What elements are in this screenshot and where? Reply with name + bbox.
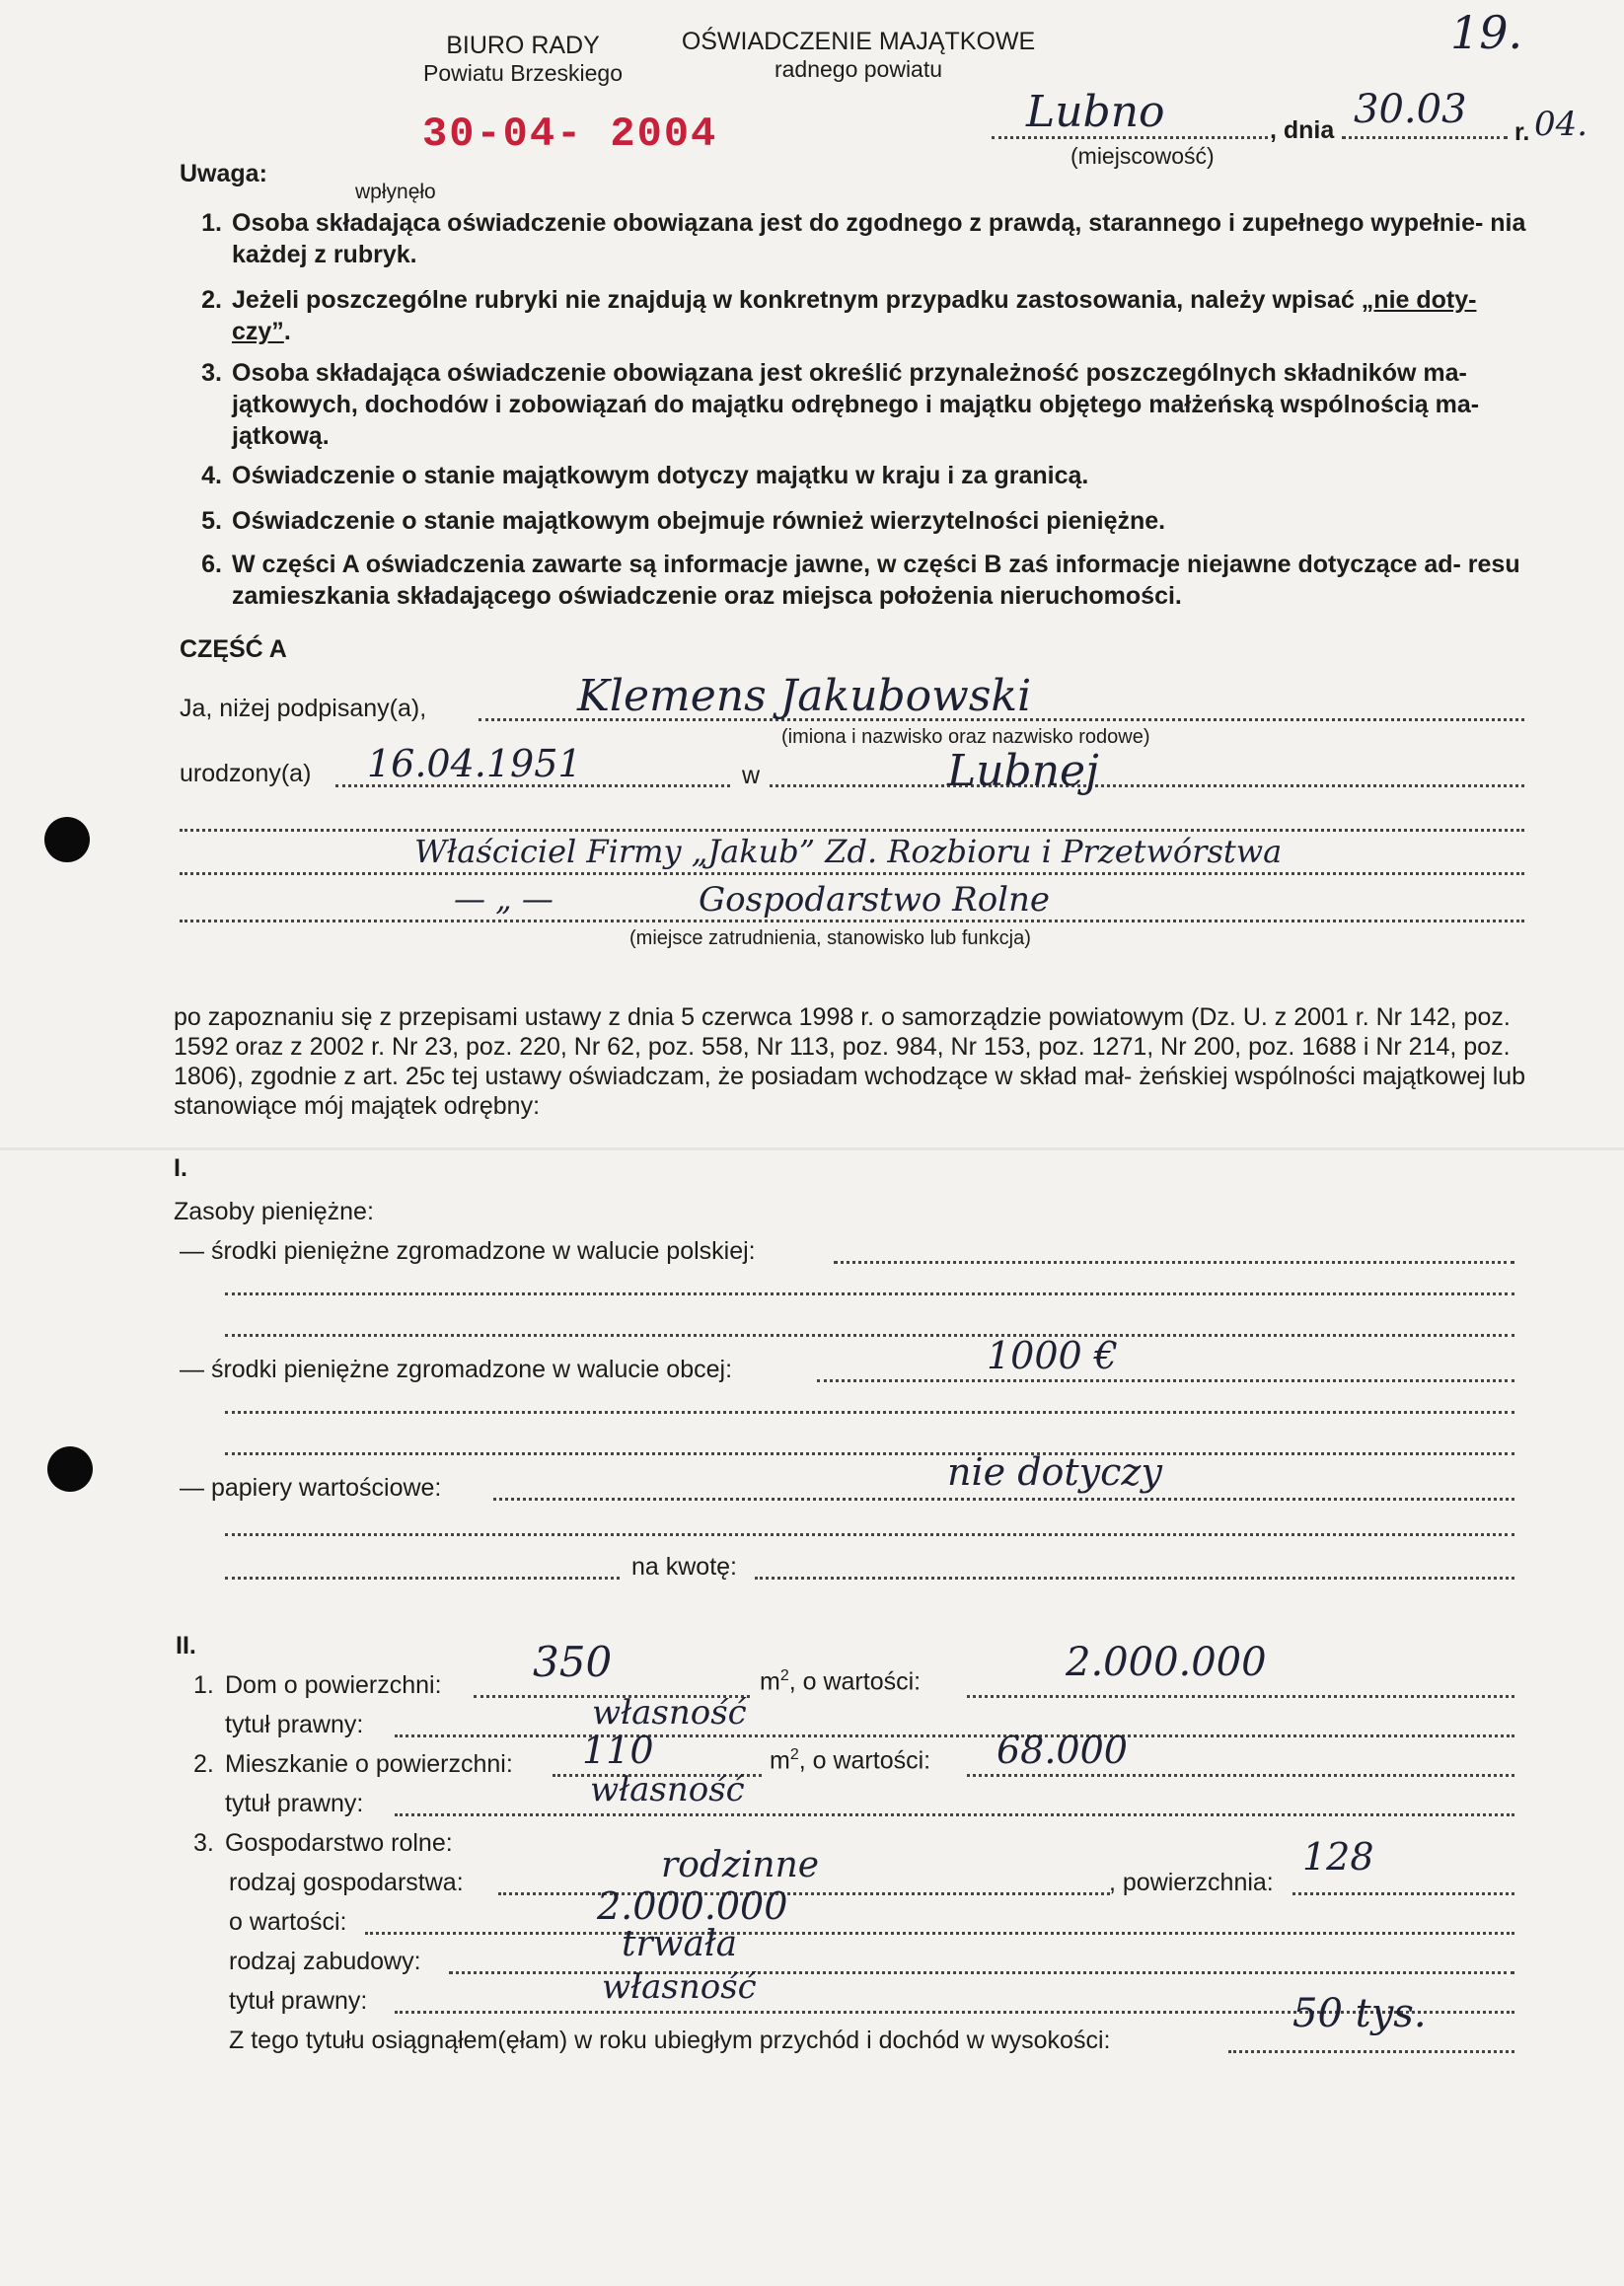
signed-label: Ja, niżej podpisany(a), <box>180 695 427 722</box>
farm-type-value: rodzinne <box>661 1845 820 1885</box>
office-line1: BIURO RADY <box>446 32 600 59</box>
flat-title-value: własność <box>590 1770 745 1809</box>
date-suffix: r. <box>1514 118 1530 146</box>
date-line <box>1342 136 1508 139</box>
farm-area-line <box>1292 1892 1514 1895</box>
farm-type-label: rodzaj gospodarstwa: <box>229 1869 464 1896</box>
form-title-line1: OŚWIADCZENIE MAJĄTKOWE <box>681 28 1036 55</box>
note-item-1 <box>192 207 1534 270</box>
note-text: W części A oświadczenia zawarte są informacje jawne, w części B zaś informacje niejawne dotyczące ad- resu zamieszkania składającego oświadczenie oraz miejsca położenia nieruchomości. <box>232 551 1520 610</box>
note-number: 6. <box>201 551 222 578</box>
income-value: 50 tys. <box>1292 1991 1427 2036</box>
employment-value-line2: Gospodarstwo Rolne <box>699 880 1051 920</box>
part-a-heading: CZĘŚĆ A <box>180 635 287 663</box>
house-value: 2.000.000 <box>1066 1640 1267 1685</box>
note-item-2 <box>192 284 1534 347</box>
blank-line <box>180 829 1524 832</box>
note-text-after: . <box>283 318 291 345</box>
signed-name-value: Klemens Jakubowski <box>577 671 1032 721</box>
amount-line-left <box>225 1577 620 1580</box>
foreign-line2 <box>225 1411 1514 1414</box>
flat-number: 2. <box>193 1750 214 1778</box>
name-caption: (imiona i nazwisko oraz nazwisko rodowe) <box>781 726 1150 748</box>
securities-line2 <box>225 1533 1514 1536</box>
house-title-label: tytuł prawny: <box>225 1711 364 1738</box>
year-value: 04. <box>1534 105 1588 144</box>
note-text: Osoba składająca oświadczenie obowiązana jest do zgodnego z prawdą, starannego i zupełnego wypełnie- nia każdej z rubryk. <box>232 209 1526 268</box>
income-line <box>1228 2050 1514 2053</box>
note-text <box>232 284 1534 347</box>
house-title-value: własność <box>592 1693 747 1733</box>
received-label: wpłynęło <box>355 181 436 203</box>
farm-build-value: trwała <box>622 1924 738 1964</box>
foreign-line <box>817 1379 1514 1382</box>
note-text: Oświadczenie o stanie majątkowym dotyczy majątku w kraju i za granicą. <box>232 462 1089 489</box>
value-label: , o wartości: <box>788 1667 922 1696</box>
notes-heading: Uwaga: <box>180 160 267 187</box>
note-text-before: Jeżeli poszczególne rubryki nie znajdują w konkretnym przypadku zastosowania, należy wpisać <box>232 286 1362 314</box>
date-value: 30.03 <box>1354 87 1467 132</box>
date-label: , dnia <box>1270 116 1335 144</box>
section2-roman: II. <box>176 1632 196 1659</box>
flat-title-line <box>395 1813 1514 1816</box>
paper-fold <box>0 1147 1624 1150</box>
farm-value-line <box>365 1932 1514 1935</box>
note-item-6 <box>192 549 1534 612</box>
section1-heading: Zasoby pieniężne: <box>174 1198 374 1225</box>
note-text-emphasis: „nie doty- czy” <box>232 286 1477 345</box>
farm-area-value: 128 <box>1302 1835 1374 1879</box>
farm-number: 3. <box>193 1829 214 1857</box>
pln-line2 <box>225 1292 1514 1295</box>
note-number: 2. <box>201 286 222 314</box>
employment-dash: — „ — <box>454 880 554 918</box>
house-label: Dom o powierzchni: <box>225 1671 442 1699</box>
page-number: 19. <box>1450 6 1523 59</box>
place-caption: (miejscowość) <box>1070 143 1215 169</box>
pln-label: — środki pieniężne zgromadzone w walucie polskiej: <box>180 1237 756 1265</box>
securities-value: nie dotyczy <box>947 1450 1162 1494</box>
flat-value-line <box>967 1774 1514 1777</box>
note-number: 1. <box>201 209 222 237</box>
note-item-3 <box>192 357 1534 452</box>
house-title-line <box>395 1734 1514 1737</box>
house-area-value: 350 <box>533 1638 613 1686</box>
place-value: Lubno <box>1026 87 1165 137</box>
house-value-line <box>967 1695 1514 1698</box>
securities-label: — papiery wartościowe: <box>180 1474 442 1502</box>
born-place-line <box>770 784 1524 787</box>
amount-label: na kwotę: <box>631 1553 738 1581</box>
received-date-stamp: 30-04- 2004 <box>422 111 718 158</box>
note-number: 5. <box>201 507 222 535</box>
foreign-value: 1000 € <box>987 1334 1118 1377</box>
farm-label: Gospodarstwo rolne: <box>225 1829 453 1857</box>
punch-hole <box>47 1446 93 1492</box>
flat-m2: $m^2$, o wartości: <box>770 1746 931 1775</box>
farm-value: 2.000.000 <box>597 1884 788 1928</box>
house-m2: $m^2$, o wartości: <box>760 1667 922 1696</box>
employment-caption: (miejsce zatrudnienia, stanowisko lub funkcja) <box>629 927 1031 949</box>
farm-area-label: , powierzchnia: <box>1109 1869 1274 1896</box>
house-number: 1. <box>193 1671 214 1699</box>
note-text: Osoba składająca oświadczenie obowiązana jest określić przynależność poszczególnych składników ma- jątkowych, dochodów i zobowiązań do majątku odrębnego i majątku objętego małżeńską wspólnością ma- jątkową. <box>232 359 1480 450</box>
farm-value-label: o wartości: <box>229 1908 347 1936</box>
farm-title-value: własność <box>602 1967 757 2007</box>
born-date-value: 16.04.1951 <box>367 742 582 785</box>
flat-label: Mieszkanie o powierzchni: <box>225 1750 513 1778</box>
value-label: , o wartości: <box>798 1746 931 1775</box>
form-title <box>661 28 1056 83</box>
farm-build-label: rodzaj zabudowy: <box>229 1948 421 1975</box>
flat-value: 68.000 <box>997 1729 1128 1772</box>
flat-title-label: tytuł prawny: <box>225 1790 364 1817</box>
farm-title-label: tytuł prawny: <box>229 1987 368 2015</box>
employment-line2 <box>180 920 1524 922</box>
born-in-label: w <box>742 762 761 789</box>
m2-unit: m <box>770 1746 790 1775</box>
farm-type-line <box>498 1892 1110 1895</box>
foreign-line3 <box>225 1452 1514 1455</box>
amount-line <box>755 1577 1514 1580</box>
m2-unit: m <box>760 1667 780 1696</box>
statement-text: po zapoznaniu się z przepisami ustawy z dnia 5 czerwca 1998 r. o samorządzie powiatowym (Dz. U. z 2001 r. Nr 142, poz. 1592 oraz z 2002 r. Nr 23, poz. 220, Nr 62, poz. 558, Nr 113, poz. 984, Nr 153, poz. 1271, Nr 200, poz. 1688 i Nr 214, poz. 1806), zgodnie z art. 25c tej ustawy oświadczam, że posiadam wchodzące w skład mał- żeńskiej wspólności majątkowej lub stanowiące mój majątek odrębny: <box>174 1003 1526 1120</box>
securities-line <box>493 1498 1514 1501</box>
note-text: Oświadczenie o stanie majątkowym obejmuje również wierzytelności pieniężne. <box>232 507 1166 535</box>
form-title-line2: radnego powiatu <box>774 56 943 82</box>
pln-line3 <box>225 1334 1514 1337</box>
income-label: Z tego tytułu osiągnąłem(ęłam) w roku ubiegłym przychód i dochód w wysokości: <box>229 2027 1111 2054</box>
pln-line <box>834 1261 1514 1264</box>
employment-value-line1: Właściciel Firmy „Jakub” Zd. Rozbioru i Przetwórstwa <box>414 833 1283 870</box>
born-label: urodzony(a) <box>180 760 312 787</box>
office-name <box>395 32 651 87</box>
flat-area-value: 110 <box>582 1729 654 1772</box>
foreign-label: — środki pieniężne zgromadzone w walucie obcej: <box>180 1356 733 1383</box>
employment-line1 <box>180 872 1524 875</box>
born-place-value: Lubnej <box>947 746 1099 796</box>
note-number: 4. <box>201 462 222 489</box>
section1-roman: I. <box>174 1154 187 1182</box>
punch-hole <box>44 817 90 862</box>
office-line2: Powiatu Brzeskiego <box>423 60 623 86</box>
note-number: 3. <box>201 359 222 387</box>
